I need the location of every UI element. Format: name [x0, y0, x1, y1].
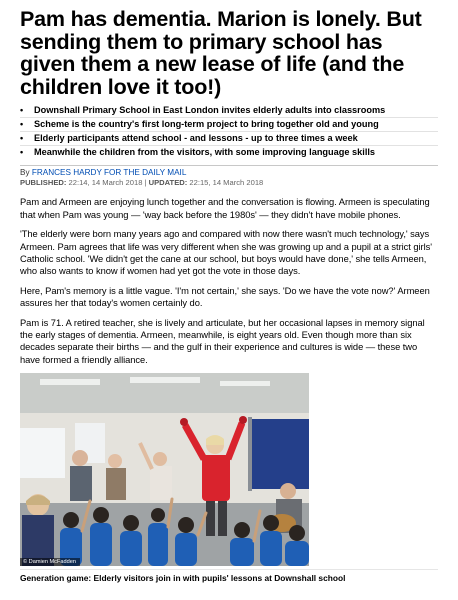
- photo-caption-bar: [20, 569, 438, 584]
- author-link[interactable]: FRANCES HARDY FOR THE DAILY MAIL: [31, 168, 187, 178]
- bullet-dot-icon: •: [20, 105, 24, 115]
- summary-bullet: • Downshall Primary School in East London invites elderly adults into classrooms: [20, 104, 438, 118]
- article-paragraph: Pam is 71. A retired teacher, she is lively and articulate, but her occasional lapses in memory signal the early stages of dementia. Armeen, meanwhile, is eight years old. Even though more than six decades separate their births — and the gulf in their experience and cultures is wide — these two have formed a friendly alliance.: [20, 317, 425, 365]
- bullet-dot-icon: •: [20, 133, 24, 144]
- byline: By FRANCES HARDY FOR THE DAILY MAIL: [20, 168, 187, 178]
- article-photo[interactable]: [20, 373, 309, 566]
- byline-block: [20, 165, 438, 188]
- summary-bullet: • Meanwhile the children from the visitors, with some improving language skills: [20, 147, 376, 158]
- classroom-photo-illustration: [20, 373, 309, 566]
- photo-credit: © Damien McFadden: [20, 558, 80, 566]
- article-paragraph: Here, Pam's memory is a little vague. 'I'm not certain,' she says. 'Do we have the vote now?' Armeen assures her that today's women certainly do.: [20, 285, 430, 309]
- summary-bullets: [20, 104, 438, 159]
- bullet-dot-icon: •: [20, 119, 24, 130]
- bullet-dot-icon: •: [20, 147, 24, 158]
- article-headline: Pam has dementia. Marion is lonely. But sending them to primary school has given them a new lease of life (and the children love it too!): [20, 7, 422, 99]
- summary-bullet: • Scheme is the country's first long-term project to bring together old and young: [20, 118, 438, 132]
- photo-caption: Generation game: Elderly visitors join in with pupils' lessons at Downshall school: [20, 573, 346, 584]
- summary-bullet: • Elderly participants attend school - and lessons - up to three times a week: [20, 132, 438, 146]
- article-paragraph: 'The elderly were born many years ago and compared with now there wasn't much technology,' says Armeen. Pam agrees that life was very different when she was growing up and a pupil at a strict girls' Catholic school. 'We didn't get the cane at our school, but boys would have done,' she tells Armeen, who also wants to know if women had yet got the vote in those days.: [20, 229, 432, 277]
- publish-dates: PUBLISHED: 22:14, 14 March 2018 | UPDATED: 22:15, 14 March 2018: [20, 178, 264, 188]
- article-paragraph: Pam and Armeen are enjoying lunch together and the conversation is flowing. Armeen is speculating that when Pam was young — 'way back before the 1980s' — they didn't have mobile phones.: [20, 197, 430, 220]
